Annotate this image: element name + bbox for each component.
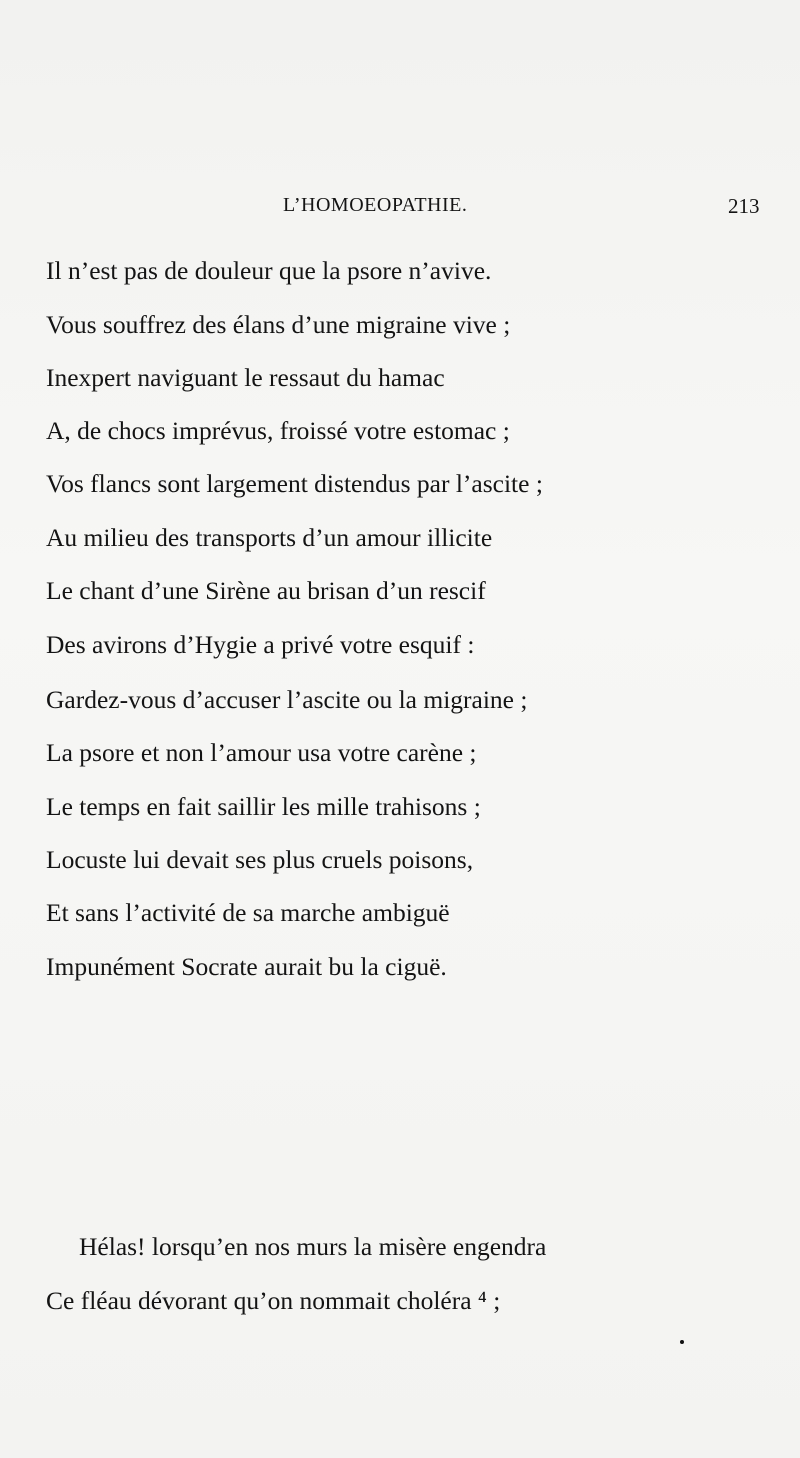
verse-line: Le temps en fait saillir les mille trahisons ; [46,792,481,821]
ink-speck [680,1340,684,1344]
verse-line: Locuste lui devait ses plus cruels poisons, [46,845,474,874]
verse-line: Ce fléau dévorant qu’on nommait choléra ⁴ ; [46,1286,501,1315]
verse-line: Hélas! lorsqu’en nos murs la misère engendra [79,1232,547,1261]
verse-line: Impunément Socrate aurait bu la ciguë. [46,952,447,981]
verse-line: Et sans l’activité de sa marche ambiguë [46,898,450,927]
verse-line: Il n’est pas de douleur que la psore n’avive. [46,256,492,285]
verse-line: Gardez-vous d’accuser l’ascite ou la migraine ; [46,685,528,714]
page-number: 213 [728,194,760,218]
verse-line: Au milieu des transports d’un amour illicite [46,523,493,552]
verse-line: A, de chocs imprévus, froissé votre estomac ; [46,416,510,445]
verse-line: Vos flancs sont largement distendus par l’ascite ; [46,469,543,498]
page-header [0,192,800,222]
verse-line: Le chant d’une Sirène au brisan d’un rescif [46,576,486,605]
verse-line: Inexpert naviguant le ressaut du hamac [46,363,445,392]
verse-line: Des avirons d’Hygie a privé votre esquif : [46,630,475,659]
verse-line: Vous souffrez des élans d’une migraine vive ; [46,310,511,339]
running-title: L’HOMOEOPATHIE. [283,194,468,216]
verse-line: La psore et non l’amour usa votre carène ; [46,738,477,767]
